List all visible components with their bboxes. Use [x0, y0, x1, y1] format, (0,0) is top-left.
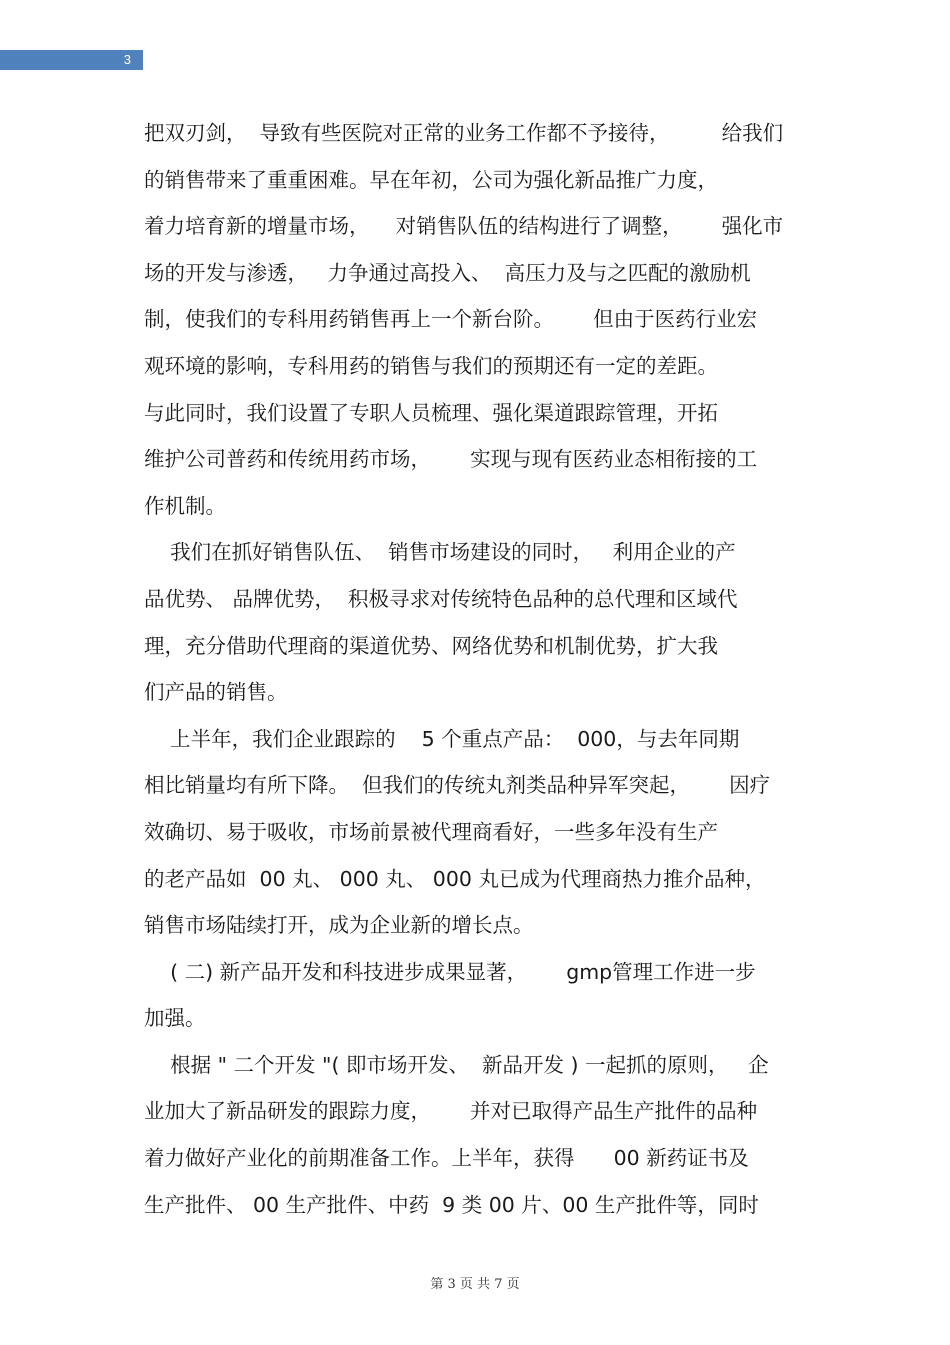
text-line: 上半年，我们企业跟踪的 5 个重点产品： 000，与去年同期: [144, 726, 740, 751]
text-line: 相比销量均有所下降。 但我们的传统丸剂类品种异军突起， 因疗: [144, 773, 771, 798]
text-line: 制，使我们的专科用药销售再上一个新台阶。 但由于医药行业宏: [144, 307, 758, 332]
text-line: 销售市场陆续打开，成为企业新的增长点。: [144, 913, 534, 938]
text-line: 生产批件、 00 生产批件、中药 9 类 00 片、00 生产批件等，同时: [144, 1192, 759, 1217]
text-line: 场的开发与渗透， 力争通过高投入、 高压力及与之匹配的激励机: [144, 260, 751, 285]
text-line: 着力培育新的增量市场， 对销售队伍的结构进行了调整， 强化市: [144, 214, 784, 239]
document-body: [144, 110, 816, 1228]
text-line: 着力做好产业化的前期准备工作。上半年，获得 00 新药证书及: [144, 1146, 749, 1171]
text-line: 的销售带来了重重困难。早在年初，公司为强化新品推广力度，: [144, 167, 718, 192]
text-line: 观环境的影响，专科用药的销售与我们的预期还有一定的差距。: [144, 353, 718, 378]
text-line: 的老产品如 00 丸、 000 丸、 000 丸已成为代理商热力推介品种，: [144, 866, 766, 891]
page-number: 3: [123, 52, 131, 67]
text-line: 理，充分借助代理商的渠道优势、网络优势和机制优势，扩大我: [144, 633, 718, 658]
text-line: 加强。: [144, 1006, 206, 1031]
text-line: 作机制。: [144, 493, 226, 518]
text-line: 们产品的销售。: [144, 680, 288, 705]
page-number-tab: [0, 50, 143, 70]
page-footer: 第 3 页 共 7 页: [430, 1277, 520, 1292]
text-line: 根据 " 二个开发 "( 即市场开发、 新品开发 ) 一起抓的原则， 企: [144, 1052, 769, 1077]
text-line: 维护公司普药和传统用药市场， 实现与现有医药业态相衔接的工: [144, 447, 758, 472]
text-line: ( 二) 新产品开发和科技进步成果显著， gmp管理工作进一步: [144, 959, 756, 984]
text-line: 把双刃剑， 导致有些医院对正常的业务工作都不予接待， 给我们: [144, 121, 784, 145]
text-line: 与此同时，我们设置了专职人员梳理、强化渠道跟踪管理，开拓: [144, 400, 718, 425]
text-line: 品优势、 品牌优势， 积极寻求对传统特色品种的总代理和区域代: [144, 586, 738, 611]
text-line: 业加大了新品研发的跟踪力度， 并对已取得产品生产批件的品种: [144, 1099, 758, 1124]
text-line: 我们在抓好销售队伍、 销售市场建设的同时， 利用企业的产: [144, 540, 736, 565]
text-line: 效确切、易于吸收，市场前景被代理商看好，一些多年没有生产: [144, 819, 718, 844]
